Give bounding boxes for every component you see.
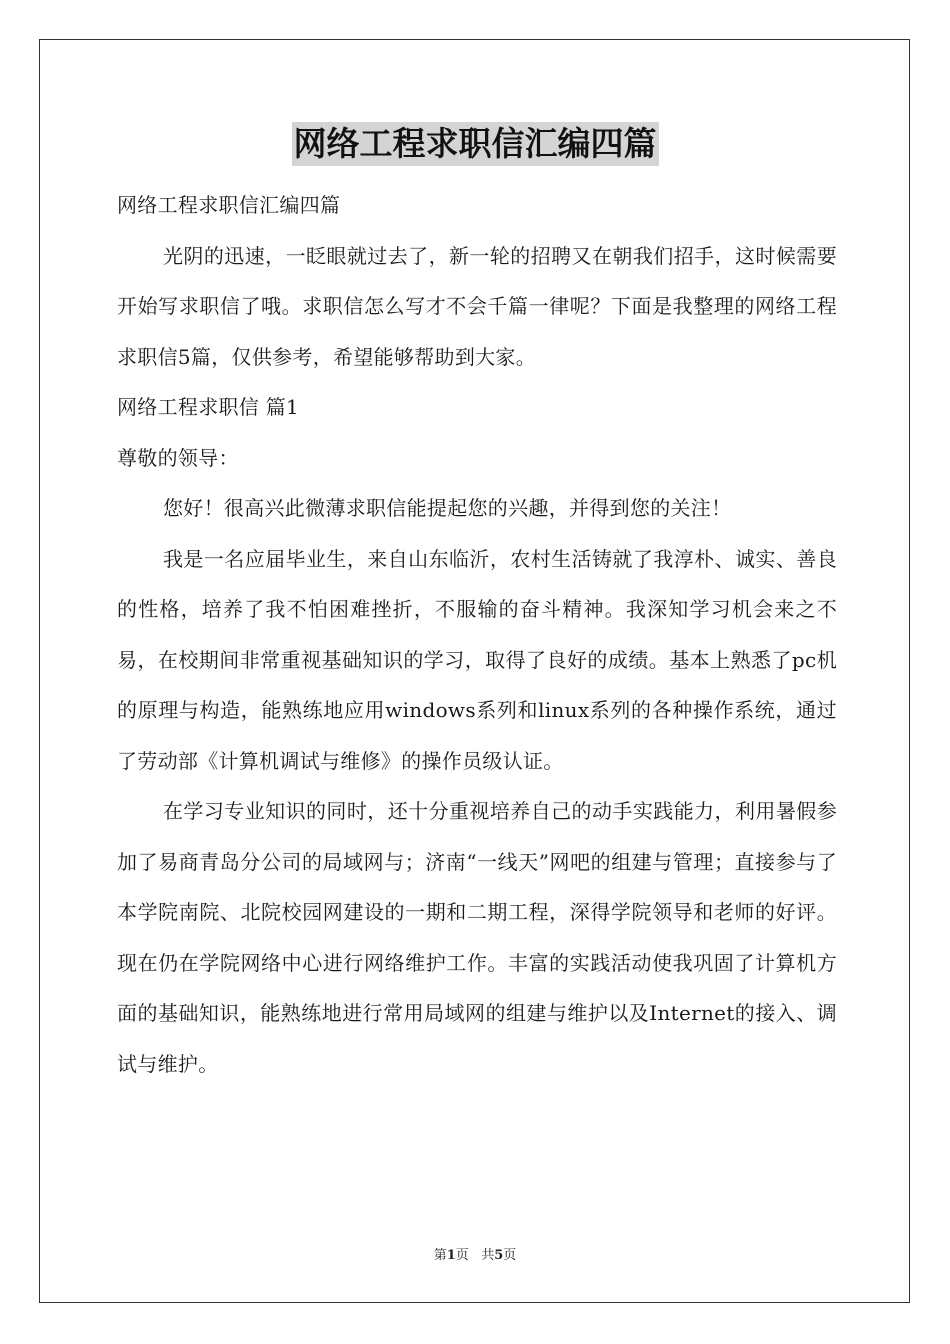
section-heading-1: 网络工程求职信 篇1 bbox=[117, 395, 300, 419]
total-prefix: 共 bbox=[481, 1248, 495, 1263]
page-suffix: 页 bbox=[455, 1248, 469, 1263]
salutation: 尊敬的领导： bbox=[117, 445, 239, 470]
page-prefix: 第 bbox=[433, 1248, 447, 1263]
page-footer bbox=[0, 1247, 950, 1265]
total-page-count: 5 bbox=[494, 1248, 504, 1263]
document-body bbox=[117, 180, 837, 1089]
paragraph-background: 我是一名应届毕业生，来自山东临沂，农村生活铸就了我淳朴、诚实、善良的性格，培养了我不怕困难挫折，不服输的奋斗精神。我深知学习机会来之不易，在校期间非常重视基础知识的学习，取得了良好的成绩。基本上熟悉了pc机的原理与构造，能熟练地应用windows系列和linux系列的各种操作系统，通过了劳动部《计算机调试与维修》的操作员级认证。 bbox=[117, 546, 837, 773]
paragraph-intro: 光阴的迅速，一眨眼就过去了，新一轮的招聘又在朝我们招手，这时候需要开始写求职信了哦。求职信怎么写才不会千篇一律呢？下面是我整理的网络工程求职信5篇，仅供参考，希望能够帮助到大家。 bbox=[117, 243, 837, 369]
paragraph-subtitle: 网络工程求职信汇编四篇 bbox=[117, 193, 341, 217]
document-title: 网络工程求职信汇编四篇 bbox=[292, 122, 659, 166]
title-container bbox=[0, 122, 950, 166]
paragraph-practice: 在学习专业知识的同时，还十分重视培养自己的动手实践能力，利用暑假参加了易商青岛分公司的局域网与；济南“一线天”网吧的组建与管理；直接参与了本学院南院、北院校园网建设的一期和二期工程，深得学院领导和老师的好评。现在仍在学院网络中心进行网络维护工作。丰富的实践活动使我巩固了计算机方面的基础知识，能熟练地进行常用局域网的组建与维护以及Internet的接入、调试与维护。 bbox=[117, 799, 837, 1076]
total-suffix: 页 bbox=[503, 1248, 517, 1263]
paragraph-greeting: 您好！很高兴此微薄求职信能提起您的兴趣，并得到您的关注！ bbox=[163, 496, 732, 520]
current-page-number: 1 bbox=[446, 1248, 456, 1263]
